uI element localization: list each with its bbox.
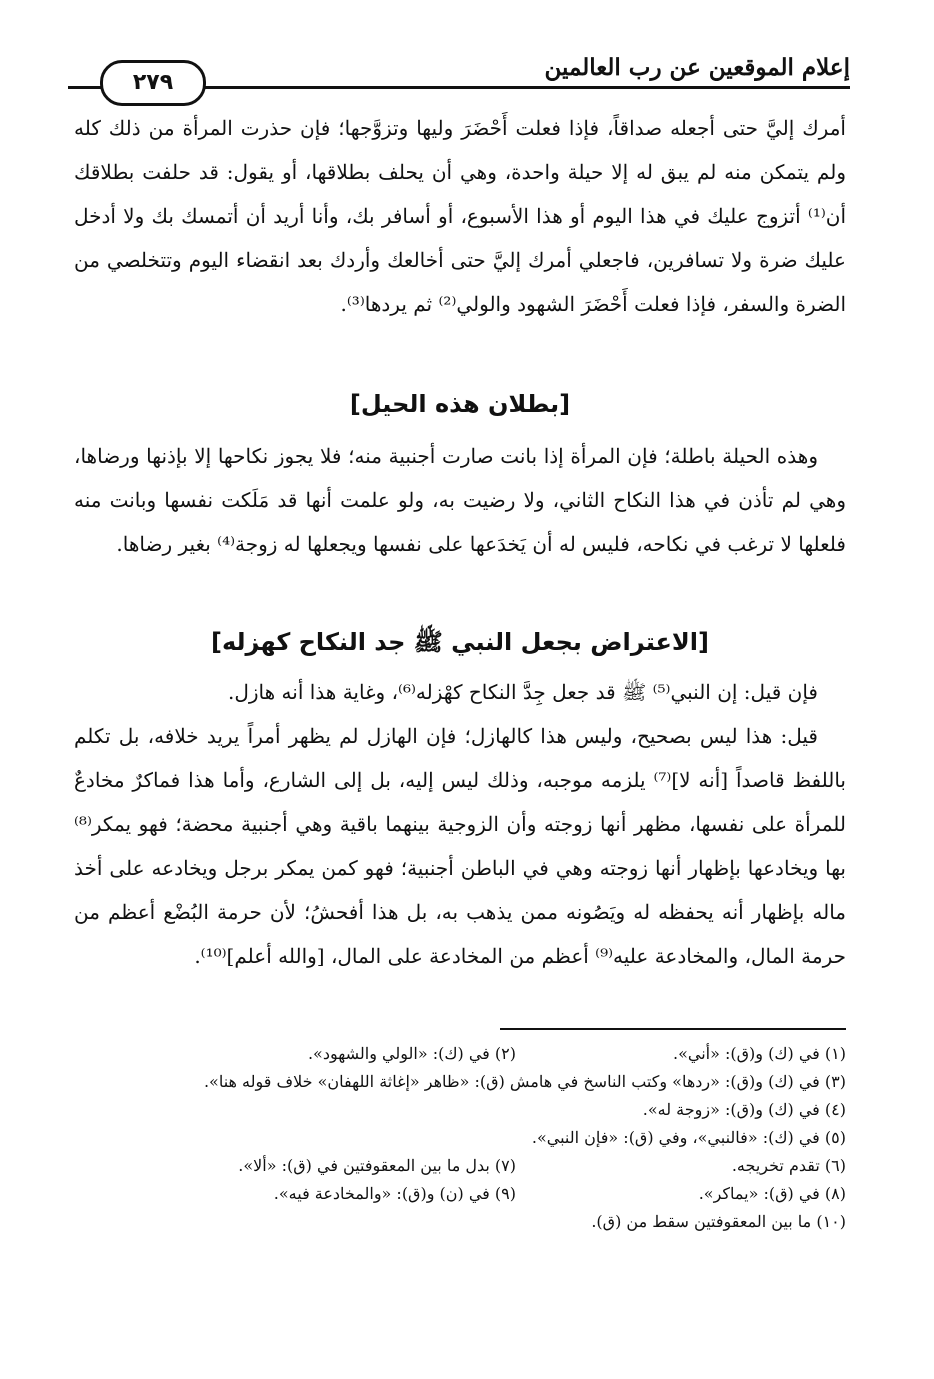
footnote-row [74,1180,846,1208]
footnote: (٩) في (ن) و(ق): «والمخادعة فيه». [273,1184,516,1203]
footnote: (١) في (ك) و(ق): «أني». [673,1044,846,1063]
page-number: ٢٧٩ [100,60,206,106]
section-intro [74,106,846,326]
footnote: (٢) في (ك): «الولي والشهود». [307,1044,516,1063]
section-heading: [بطلان هذه الحيل] [349,390,571,418]
running-title: إعلام الموقعين عن رب العالمين [544,54,850,81]
footnote: (٦) تقدم تخريجه. [731,1156,846,1175]
footnote-row [74,1152,846,1180]
header-rule-left [68,86,104,89]
header-rule [196,86,850,89]
paragraph: فإن قيل: إن النبي⁽⁵⁾ ﷺ قد جعل جِدَّ النكاح كهْزله⁽⁶⁾، وغاية هذا أنه هازل. [228,680,818,704]
footnote: (٥) في (ك): «فالنبي»، وفي (ق): «فإن النبي». [531,1128,846,1147]
section-objection [74,670,846,978]
footnote: (٤) في (ك) و(ق): «زوجة له». [642,1100,846,1119]
footnote-row [74,1040,846,1068]
paragraph: قيل: هذا ليس بصحيح، وليس هذا كالهازل؛ فإن الهازل لم يظهر أمراً يريد خلافه، بل تكلم باللفظ قاصداً [أنه لا]⁽⁷⁾ يلزمه موجبه، وذلك ليس إليه، بل إلى الشارع، وأما هذا فماكرٌ مخادعٌ للمرأة على نفسها، مظهر أنها زوجته وأن الزوجية بينهما باقية وهي أجنبية محضة؛ فهو يمكر⁽⁸⁾ بها ويخادعها بإظهار أنها زوجته وهي في الباطن أجنبية؛ فهو كمن يمكر برجل ويخادعه على أخذ ماله بإظهار أنه يحفظه له ويَصُونه ممن يذهب به، بل هذا أفحشُ؛ لأن حرمة البُضْع أعظم من حرمة المال، والمخادعة عليه⁽⁹⁾ أعظم من المخادعة على المال، [والله أعلم]⁽¹⁰⁾. [74,724,847,968]
paragraph: أمرك إليَّ حتى أجعله صداقاً، فإذا فعلت أَحْضَرَ وليها وتزوَّجها؛ فإن حذرت المرأة من ذلك كله ولم يتمكن منه لم يبق له إلا حيلة واحدة، وهي أن يحلف بطلاقها، أو يقول: قد حلفت بطلاقك أن⁽¹⁾ أتزوج عليك في هذا اليوم أو هذا الأسبوع، أو أسافر بك، وأنا أريد أن أتمسك بك ولا أدخل عليك ضرة ولا تسافرين، فاجعلي أمرك إليَّ حتى أخالعك وأردك بعد انقضاء اليوم وتتخلصي من الضرة والسفر، فإذا فعلت أَحْضَرَ الشهود والولي⁽²⁾ ثم يردها⁽³⁾. [74,116,846,316]
section-invalidity [74,434,846,566]
paragraph: وهذه الحيلة باطلة؛ فإن المرأة إذا بانت صارت أجنبية منه؛ فلا يجوز نكاحها إلا بإذنها ورضاها، وهي لم تأذن في هذا النكاح الثاني، ولا رضيت به، ولو علمت أنها قد مَلَكت نفسها وبانت منه فلعلها لا ترغب في نكاحه، فليس له أن يَخدَعها على نفسها ويجعلها له زوجة⁽⁴⁾ بغير رضاها. [74,444,846,556]
footnote: (٧) بدل ما بين المعقوفتين في (ق): «ألا». [238,1156,516,1175]
footnote: (٣) في (ك) و(ق): «ردها» وكتب الناسخ في هامش (ق): «ظاهر «إغاثة اللهفان» خلاف قوله هنا». [203,1072,846,1091]
footnote: (١٠) ما بين المعقوفتين سقط من (ق). [591,1212,846,1231]
footnote: (٨) في (ق): «يماكر». [698,1184,846,1203]
footnote-rule [500,1028,846,1030]
footnotes [74,1040,846,1236]
section-heading: [الاعتراض بجعل النبي ﷺ جد النكاح كهزله] [211,628,709,656]
page-header [68,40,850,96]
